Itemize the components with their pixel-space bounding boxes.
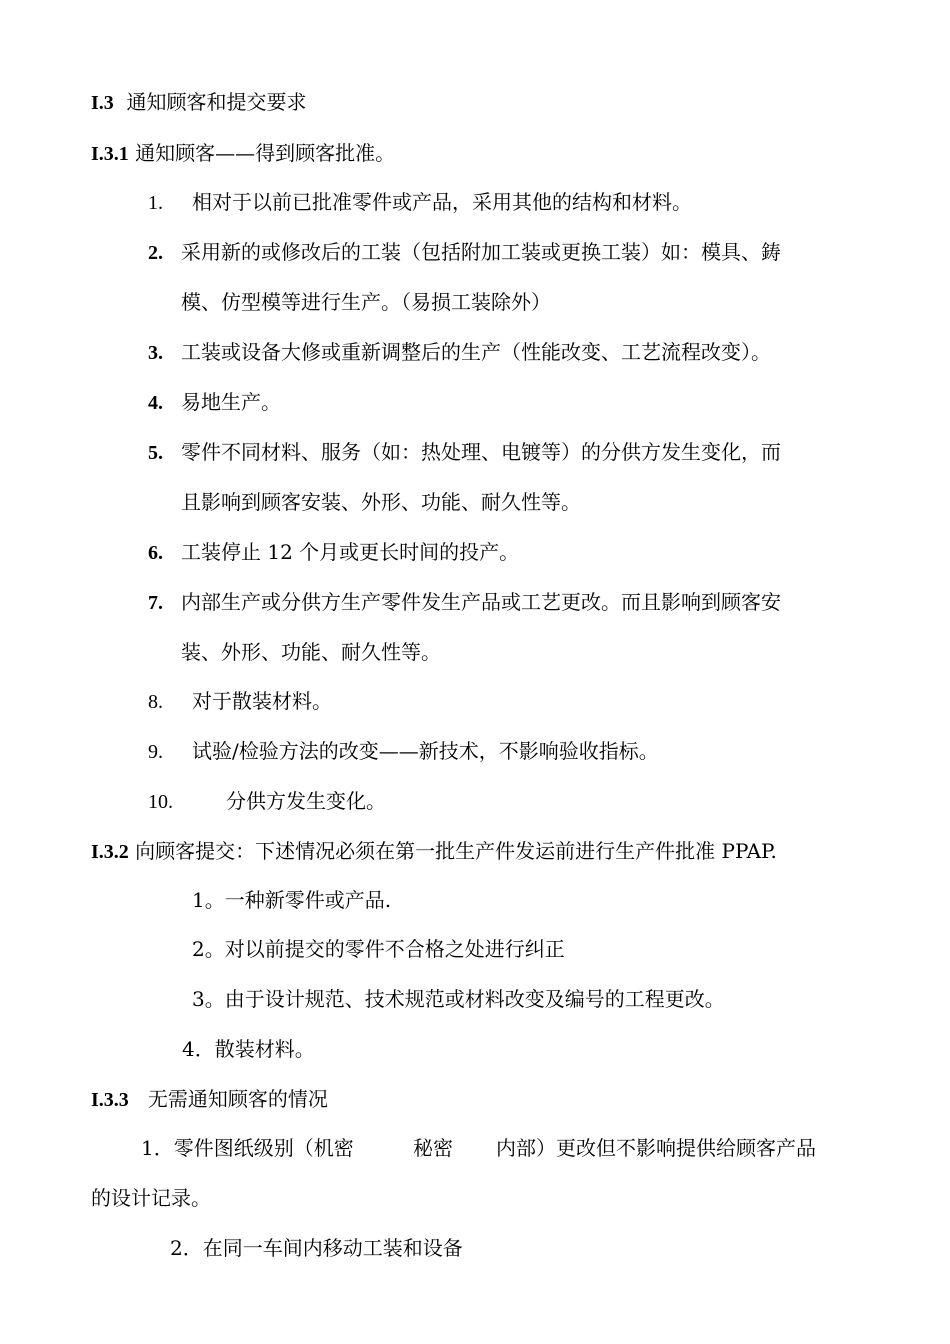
list-number: 10. — [148, 791, 173, 813]
list-item — [148, 190, 163, 215]
list-number: 7. — [148, 592, 163, 614]
list-item-text-cont: 且影响到顾客安装、外形、功能、耐久性等。 — [181, 490, 581, 514]
list-item-text: 1．零件图纸级别（机密 — [141, 1136, 354, 1160]
list-item-text: 内部生产或分供方生产零件发生产品或工艺更改。而且影响到顾客安 — [181, 590, 781, 614]
list-number: 1. — [148, 192, 163, 214]
list-item-text: 工装或设备大修或重新调整后的生产（性能改变、工艺流程改变）。 — [181, 340, 771, 364]
list-item-text: 试验/检验方法的改变——新技术，不影响验收指标。 — [192, 739, 659, 763]
list-item — [148, 590, 163, 615]
section-number: I.3.3 — [91, 1089, 129, 1111]
list-item — [148, 540, 163, 565]
list-item — [148, 789, 173, 814]
list-item-option: 秘密 — [413, 1136, 453, 1160]
list-item — [148, 739, 163, 764]
list-number: 5. — [148, 442, 163, 464]
section-title: 向顾客提交：下述情况必须在第一批生产件发运前进行生产件批准 PPAP. — [135, 839, 777, 863]
list-item-text: 相对于以前已批准零件或产品，采用其他的结构和材料。 — [192, 190, 692, 214]
list-item-option: 内部）更改但不影响提供给顾客产品 — [496, 1136, 816, 1160]
section-title: 通知顾客——得到顾客批准。 — [135, 141, 396, 165]
list-item-text-cont: 模、仿型模等进行生产。（易损工装除外） — [181, 290, 551, 314]
list-item-text: 对于散装材料。 — [192, 689, 332, 713]
list-item-text: 采用新的或修改后的工装（包括附加工装或更换工装）如：模具、鋳 — [181, 240, 781, 264]
list-item-text: 分供方发生变化。 — [226, 789, 386, 813]
list-item — [148, 340, 163, 365]
list-item-text: 易地生产。 — [181, 390, 281, 414]
list-item — [148, 240, 163, 265]
list-item-text: 零件不同材料、服务（如：热处理、电镀等）的分供方发生变化，而 — [181, 440, 781, 464]
list-number: 3. — [148, 342, 163, 364]
section-number: I.3 — [91, 92, 114, 114]
list-item — [148, 390, 163, 415]
section-heading-i31 — [91, 141, 395, 166]
list-number: 8. — [148, 691, 163, 713]
list-item-text-cont: 的设计记录。 — [91, 1186, 211, 1210]
list-item-text: 2．在同一车间内移动工装和设备 — [170, 1236, 463, 1260]
list-item — [148, 440, 163, 465]
list-item-text: 1。一种新零件或产品. — [192, 888, 392, 912]
list-number: 4. — [148, 392, 163, 414]
section-number: I.3.1 — [91, 143, 129, 165]
list-item-text: 4．散装材料。 — [182, 1037, 315, 1061]
list-number: 2. — [148, 242, 163, 264]
section-title: 通知顾客和提交要求 — [126, 90, 307, 114]
list-item-text-cont: 装、外形、功能、耐久性等。 — [181, 640, 441, 664]
list-item-text: 2。对以前提交的零件不合格之处进行纠正 — [192, 937, 565, 961]
section-number: I.3.2 — [91, 841, 129, 863]
section-title: 无需通知顾客的情况 — [147, 1087, 328, 1111]
section-heading-i3 — [91, 90, 307, 115]
list-item-text: 3。由于设计规范、技术规范或材料改变及编号的工程更改。 — [192, 987, 725, 1011]
section-heading-i33 — [91, 1087, 328, 1112]
list-item — [148, 689, 163, 714]
list-item-text: 工装停止 12 个月或更长时间的投产。 — [181, 540, 520, 564]
list-number: 9. — [148, 741, 163, 763]
section-heading-i32 — [91, 839, 777, 864]
list-number: 6. — [148, 542, 163, 564]
